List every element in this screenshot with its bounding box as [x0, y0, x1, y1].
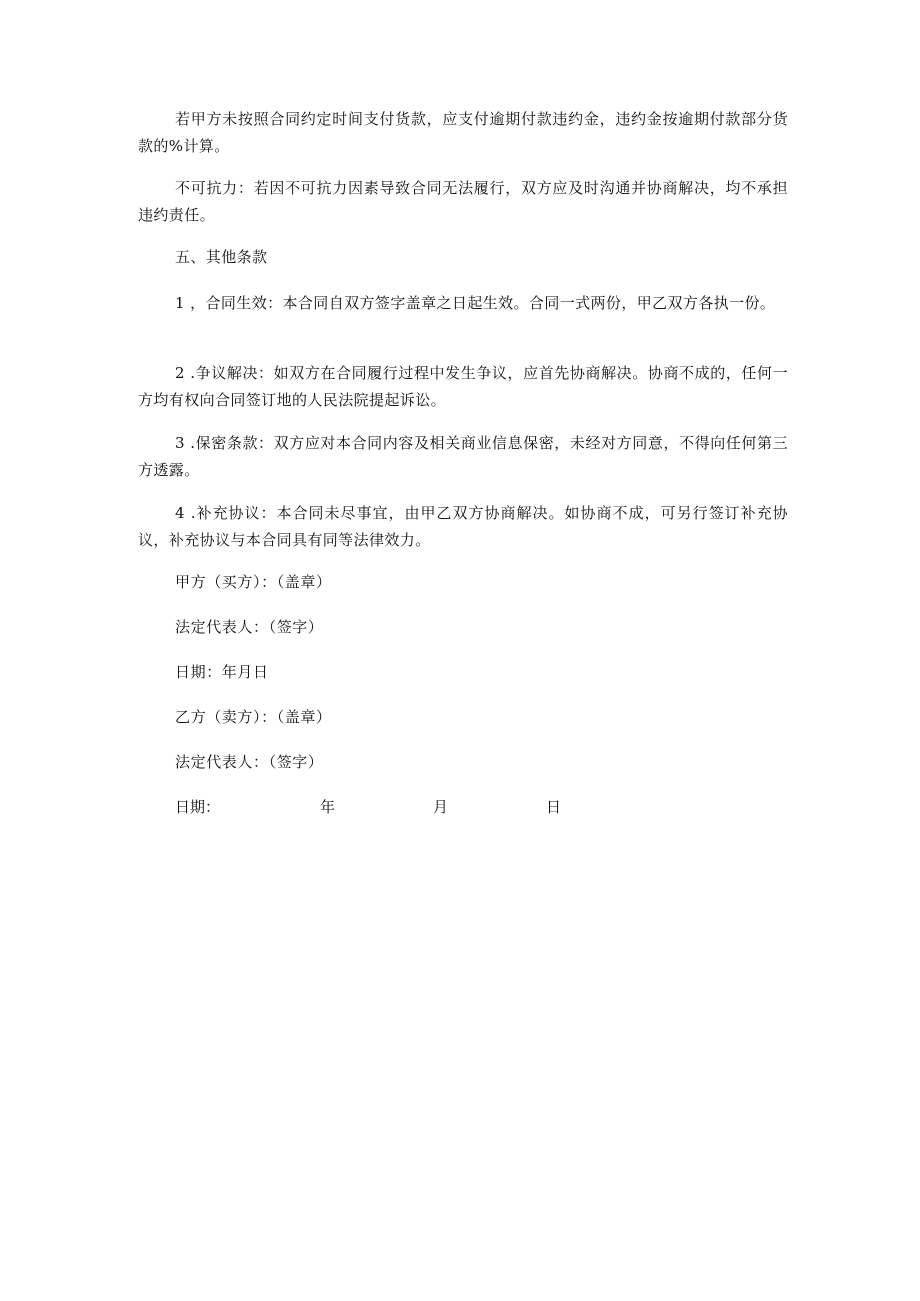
clause-3-paragraph: 3 .保密条款：双方应对本合同内容及相关商业信息保密，未经对方同意，不得向任何第三方透露。 [138, 434, 788, 479]
party-b-date-label: 日期： [175, 798, 221, 816]
clause-2-paragraph: 2 .争议解决：如双方在合同履行过程中发生争议，应首先协商解决。协商不成的，任何一方均有权向合同签订地的人民法院提起诉讼。 [138, 364, 788, 409]
party-a-representative: 法定代表人：（签字） [175, 618, 324, 636]
late-payment-paragraph: 若甲方未按照合同约定时间支付货款，应支付逾期付款违约金，违约金按逾期付款部分货款的%计算。 [138, 110, 788, 155]
section-five-heading: 五、其他条款 [175, 248, 268, 266]
force-majeure-paragraph: 不可抗力：若因不可抗力因素导致合同无法履行，双方应及时沟通并协商解决，均不承担违约责任。 [138, 179, 788, 224]
party-b-representative: 法定代表人：（签字） [175, 753, 324, 771]
party-b-label: 乙方（卖方）：（盖章） [175, 708, 332, 726]
party-b-date-day: 日 [546, 798, 562, 816]
party-a-date: 日期：年月日 [175, 663, 269, 681]
party-a-label: 甲方（买方）：（盖章） [175, 573, 332, 591]
clause-1-paragraph: 1 ，合同生效：本合同自双方签字盖章之日起生效。合同一式两份，甲乙双方各执一份。 [175, 294, 776, 312]
party-b-date-month: 月 [433, 798, 449, 816]
party-b-date-year: 年 [320, 798, 336, 816]
clause-4-paragraph: 4 .补充协议：本合同未尽事宜，由甲乙双方协商解决。如协商不成，可另行签订补充协议，补充协议与本合同具有同等法律效力。 [138, 504, 788, 549]
